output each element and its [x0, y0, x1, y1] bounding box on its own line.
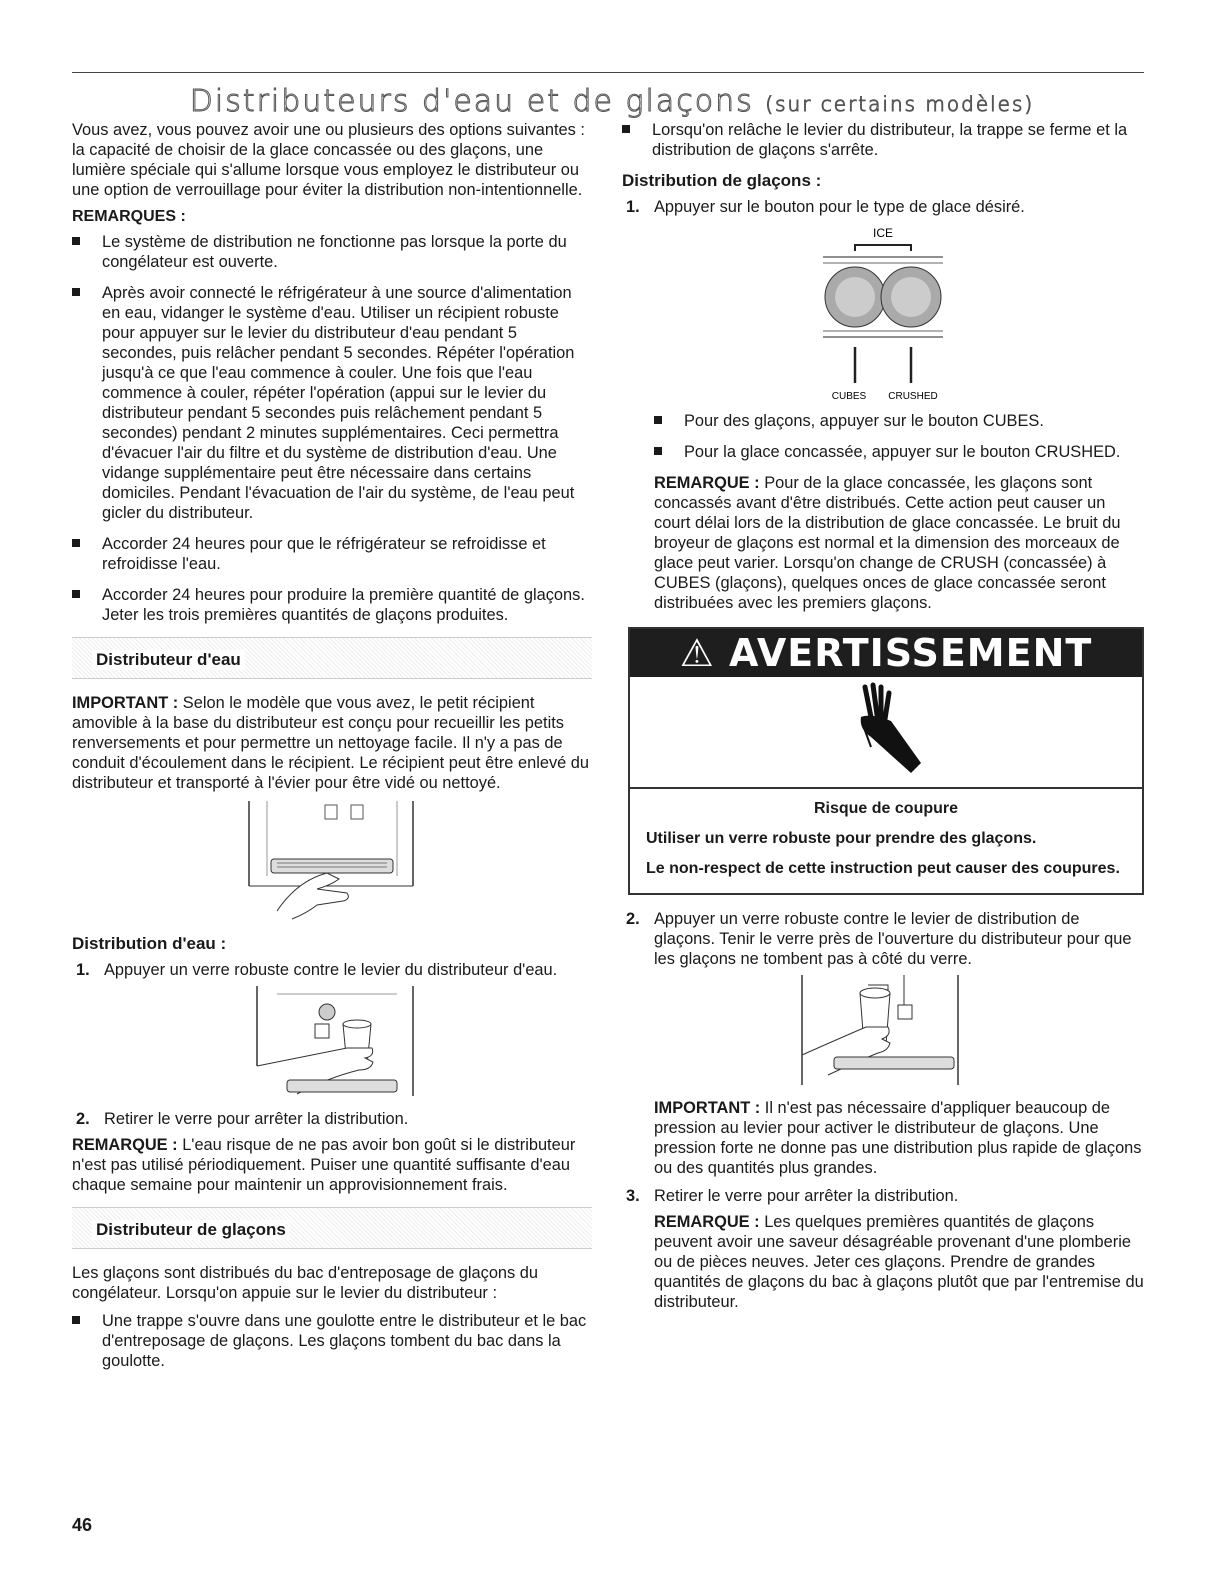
intro-paragraph: Vous avez, vous pouvez avoir une ou plusieurs des options suivantes : la capacité de choisir de la glace concassée ou des glaçons, une lumière spéciale qui s'allume lorsque vous employez le distributeur ou une option de verrouillage pour éviter la distribution non-intentionnelle. [72, 121, 585, 199]
ice-remarque: REMARQUE : Pour de la glace concassée, les glaçons sont concassés avant d'être distribués. Cette action peut causer un court délai lors de la distribution de glace concassée. Le bruit du broyeur de glaçons est normal et la dimension des morceaux de glace peut varier. Lorsqu'on change de CRUSH (concassée) à CUBES (glaçons), quelques onces de glace concassée seront distribuées avec les premiers glaçons. [654, 474, 1121, 612]
page-number: 46 [72, 1515, 93, 1535]
crushed-label: CRUSHED [888, 391, 938, 402]
ice-dispenser-glass-illustration [798, 975, 968, 1090]
list-item: Lorsqu'on relâche le levier du distributeur, la trappe se ferme et la distribution de glaçons s'arrête. [622, 120, 1144, 160]
list-item: Accorder 24 heures pour que le réfrigérateur se refroidisse et refroidisse l'eau. [72, 534, 592, 574]
ice-step-3: 3. Retirer le verre pour arrêter la distribution. [626, 1187, 959, 1205]
list-item: Le système de distribution ne fonctionne pas lorsque la porte du congélateur est ouverte. [72, 232, 592, 272]
list-item: Pour des glaçons, appuyer sur le bouton CUBES. [654, 411, 1144, 431]
title-main: Distributeurs d'eau et de glaçons [189, 84, 754, 119]
water-tray-illustration [247, 801, 417, 926]
ice-important: IMPORTANT : Il n'est pas nécessaire d'appliquer beaucoup de pression au levier pour activer le distributeur de glaçons. Une pression forte ne donne pas une distribution plus rapide de glaçons ou des quantités plus grandes. [654, 1099, 1142, 1177]
right-column [622, 120, 1144, 1320]
list-item: Accorder 24 heures pour produire la première quantité de glaçons. Jeter les trois premières quantités de glaçons produites. [72, 585, 592, 625]
ice-label: ICE [872, 226, 894, 240]
warning-line-1: Utiliser un verre robuste pour prendre des glaçons. [646, 830, 1037, 847]
water-remarque: REMARQUE : L'eau risque de ne pas avoir bon goût si le distributeur n'est pas utilisé périodiquement. Puiser une quantité suffisante d'eau chaque semaine pour maintenir un approvisionnement frais. [72, 1136, 576, 1194]
left-column [72, 120, 592, 1382]
section-header-water: Distributeur d'eau [72, 637, 592, 679]
water-step-2: 2. Retirer le verre pour arrêter la distribution. [76, 1110, 409, 1128]
warning-line-2: Le non-respect de cette instruction peut causer des coupures. [646, 860, 1120, 877]
ice-step-1: 1. Appuyer sur le bouton pour le type de glace désiré. [626, 198, 1025, 216]
ice-button-panel-illustration [813, 223, 953, 403]
important-paragraph: IMPORTANT : Selon le modèle que vous avez, le petit récipient amovible à la base du distributeur est conçu pour recueillir les petits renversements et pour permettre un nettoyage facile. Il n'y a pas de conduit d'écoulement dans le récipient. Le récipient peut être enlevé du distributeur et transporté à l'évier pour être vidé ou nettoyé. [72, 694, 590, 792]
ice-remarque-2: REMARQUE : Les quelques premières quantités de glaçons peuvent avoir une saveur désagréable provenant d'une plomberie ou de pièces neuves. Jeter ces glaçons. Prendre de grandes quantités de glaçons du bac à glaçons plutôt que par l'entremise du distributeur. [654, 1213, 1144, 1311]
water-dispenser-glass-illustration [247, 986, 417, 1101]
water-dispensing-heading: Distribution d'eau : [72, 934, 227, 953]
cut-hazard-icon [630, 677, 1142, 789]
warning-header: ⚠ AVERTISSEMENT [630, 629, 1142, 677]
list-item: Une trappe s'ouvre dans une goulotte entre le distributeur et le bac d'entreposage de glaçons. Les glaçons tombent du bac dans la goulotte. [72, 1311, 592, 1371]
warning-box [628, 627, 1144, 895]
page-title [0, 84, 1224, 119]
title-sub: (sur certains modèles) [765, 92, 1035, 116]
cubes-label: CUBES [831, 391, 867, 402]
warning-body [630, 789, 1142, 893]
ice-intro: Les glaçons sont distribués du bac d'entreposage de glaçons du congélateur. Lorsqu'on appuie sur le levier du distributeur : [72, 1264, 539, 1302]
list-item: Pour la glace concassée, appuyer sur le bouton CRUSHED. [654, 442, 1144, 462]
ice-dispensing-heading: Distribution de glaçons : [622, 171, 822, 190]
warning-risk: Risque de coupure [813, 800, 959, 817]
list-item: Après avoir connecté le réfrigérateur à une source d'alimentation en eau, vidanger le système d'eau. Utiliser un récipient robuste pour appuyer sur le levier du distributeur d'eau pendant 5 secondes, puis relâcher pendant 5 secondes. Répéter l'opération jusqu'à ce que l'eau commence à couler. Une fois que l'eau commence à couler, répéter l'opération (appui sur le levier du distributeur pendant 5 secondes puis relâchement pendant 5 secondes) pendant 2 minutes supplémentaires. Ceci permettra d'évacuer l'air du filtre et du système de distribution d'eau. Une vidange supplémentaire peut être nécessaire dans certains domiciles. Pendant l'évacuation de l'air du système, de l'eau peut gicler du distributeur. [72, 283, 592, 523]
top-rule [72, 72, 1144, 73]
water-step-1: 1. Appuyer un verre robuste contre le levier du distributeur d'eau. [76, 961, 558, 979]
remarques-label: REMARQUES : [72, 208, 186, 225]
section-header-ice: Distributeur de glaçons [72, 1207, 592, 1249]
ice-step-2: 2. Appuyer un verre robuste contre le levier de distribution de glaçons. Tenir le verre près de l'ouverture du distributeur pour que les glaçons ne tombent pas à côté du verre. [626, 910, 1132, 968]
